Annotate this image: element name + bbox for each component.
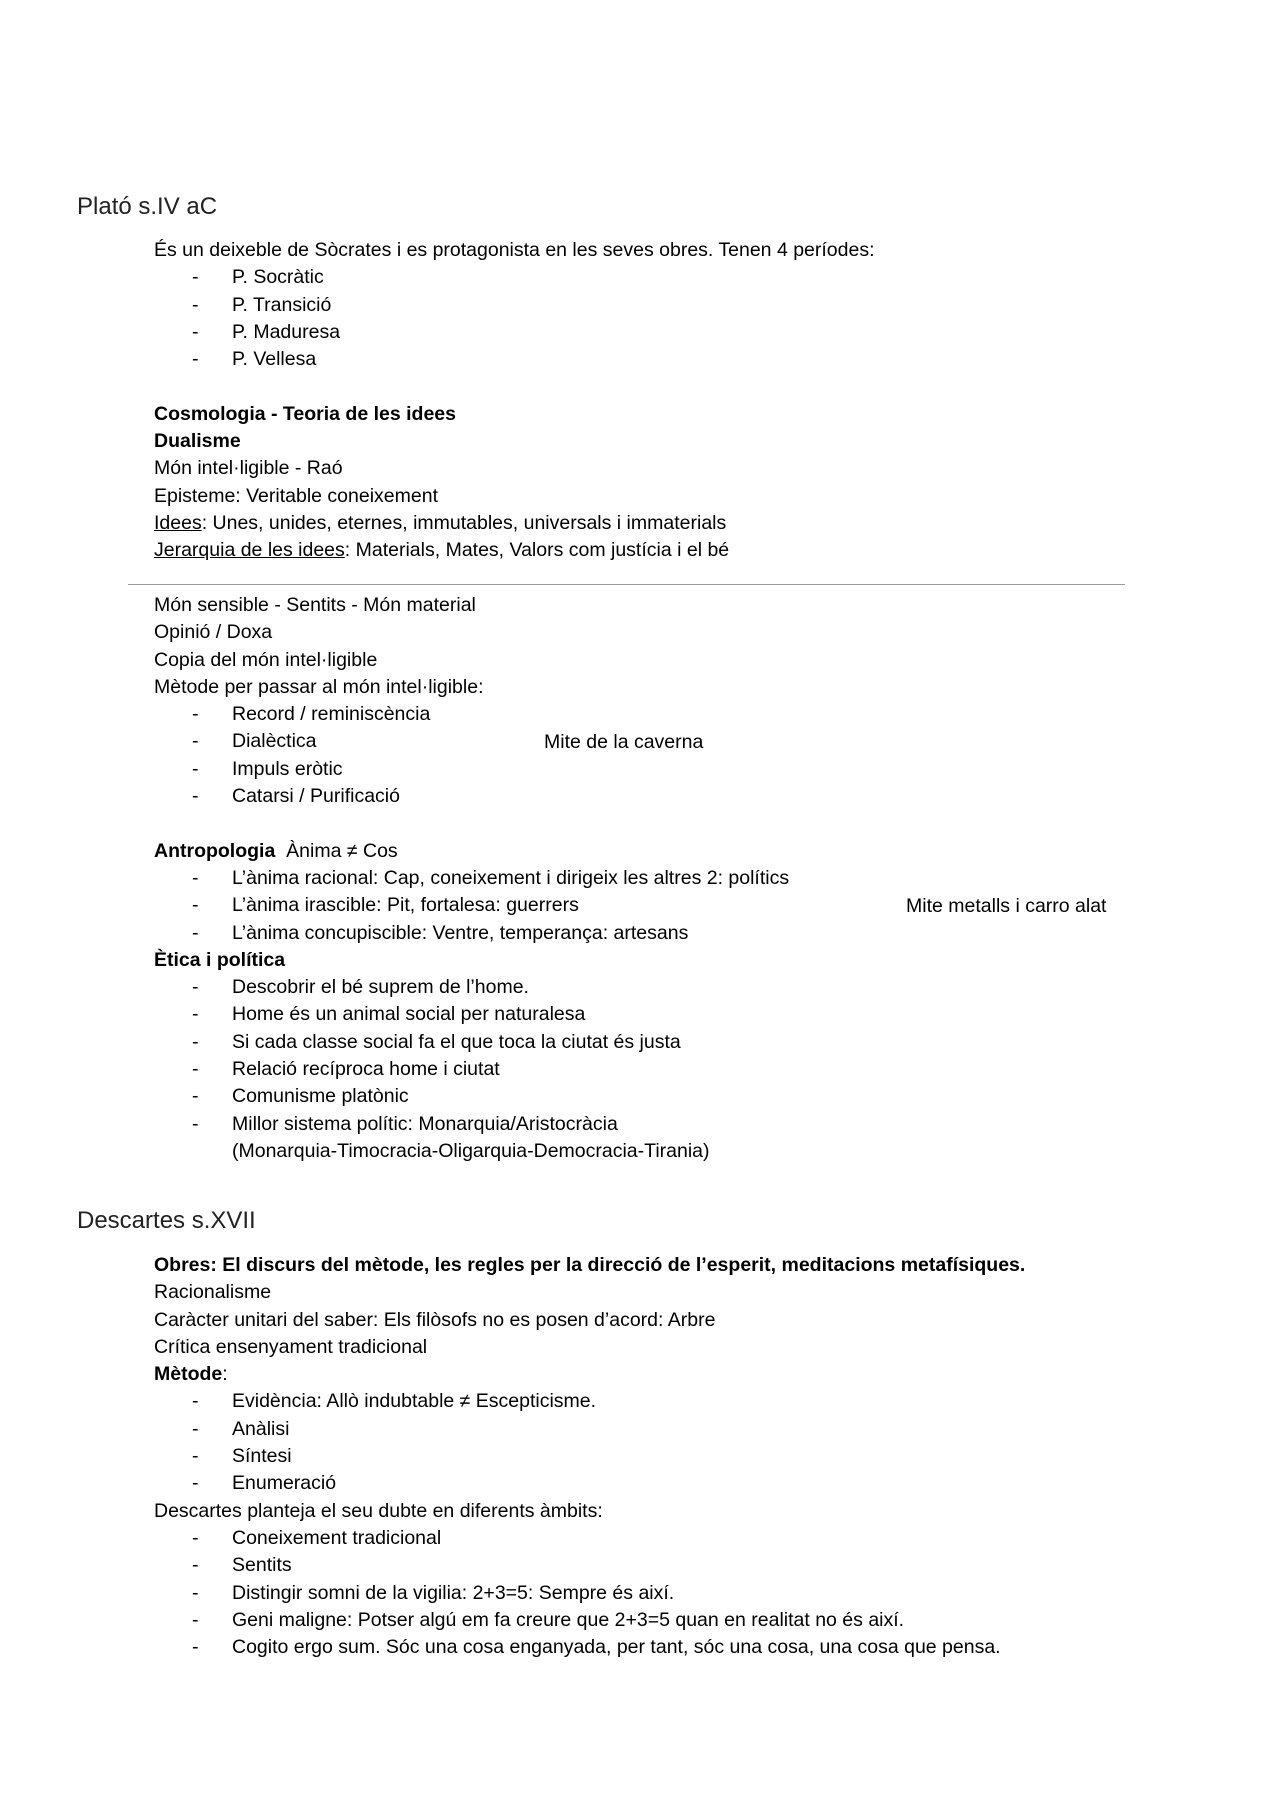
ethics-item: - Si cada classe social fa el que toca la ciutat és justa (154, 1029, 1154, 1056)
method-step: - Enumeració (154, 1470, 1154, 1497)
works-line: Obres: El discurs del mètode, les regles per la direcció de l’esperit, meditacions metafísiques. (154, 1254, 1026, 1276)
hierarchy-text: : Materials, Mates, Valors com justícia i el bé (344, 539, 730, 562)
doubt-item: - Geni maligne: Potser algú em fa creure que 2+3=5 quan en realitat no és així. (154, 1607, 1154, 1634)
soul-item: - L’ànima concupiscible: Ventre, temperança: artesans (154, 920, 1154, 947)
soul-item: - L’ànima irascible: Pit, fortalesa: guerrers (154, 892, 1154, 919)
doubt-item: - Cogito ergo sum. Sóc una cosa enganyada, per tant, sóc una cosa, una cosa que pensa. (154, 1634, 1154, 1661)
ethics-item: - Comunisme platònic (154, 1083, 1154, 1110)
period-item: - P. Vellesa (154, 346, 1154, 373)
method-item: - Catarsi / Purificació (154, 783, 1154, 810)
intelligible-world: Món intel·ligible - Raó (154, 457, 343, 480)
metals-myth-note: Mite metalls i carro alat (906, 895, 1107, 917)
anthropology-line (154, 838, 1154, 865)
hierarchy-label: Jerarquia de les idees (154, 539, 345, 562)
episteme: Episteme: Veritable coneixement (154, 484, 438, 507)
descartes-section (154, 1252, 1154, 1661)
doubt-item: - Coneixement tradicional (154, 1525, 1154, 1552)
method-label: Mètode (154, 1363, 223, 1386)
method-intro: Mètode per passar al món intel·ligible: (154, 675, 484, 698)
soul-item: - L’ànima racional: Cap, coneixement i dirigeix les altres 2: polítics (154, 865, 1154, 892)
doubt-intro: Descartes planteja el seu dubte en diferents àmbits: (154, 1499, 603, 1522)
divider-line (128, 584, 1125, 585)
unity-line: Caràcter unitari del saber: Els filòsofs no es posen d’acord: Arbre (154, 1308, 716, 1331)
doubt-item: - Distingir somni de la vigilia: 2+3=5: Sempre és així. (154, 1580, 1154, 1607)
ideas-label: Idees (154, 511, 202, 534)
anthropology-heading: Antropologia (154, 839, 276, 862)
hierarchy-line (154, 537, 1154, 564)
method-step: - Síntesi (154, 1443, 1154, 1470)
dualism-heading: Dualisme (154, 430, 241, 453)
blank-line (154, 373, 1154, 400)
method-item: - Dialèctica (154, 728, 1154, 755)
ideas-line (154, 510, 1154, 537)
method-step: - Evidència: Allò indubtable ≠ Escepticisme. (154, 1388, 1154, 1415)
ideas-text: : Unes, unides, eternes, immutables, universals i immaterials (201, 511, 727, 534)
ethics-item: - Millor sistema polític: Monarquia/Aristocràcia (154, 1111, 1154, 1138)
method-colon: : (222, 1363, 228, 1386)
method-item: - Impuls eròtic (154, 756, 1154, 783)
ethics-heading: Ètica i política (154, 948, 286, 971)
method-step: - Anàlisi (154, 1416, 1154, 1443)
method-item: - Record / reminiscència (154, 701, 1154, 728)
ethics-item: - Relació recíproca home i ciutat (154, 1056, 1154, 1083)
doubt-item: - Sentits (154, 1552, 1154, 1579)
period-item: - P. Maduresa (154, 319, 1154, 346)
cave-myth-note: Mite de la caverna (544, 731, 704, 753)
plato-title: Plató s.IV aC (77, 193, 218, 220)
anthropology-text: Ànima ≠ Cos (286, 839, 398, 862)
critique-line: Crítica ensenyament tradicional (154, 1335, 428, 1358)
ethics-item: - Descobrir el bé suprem de l’home. (154, 974, 1154, 1001)
copy-line: Copia del món intel·ligible (154, 648, 378, 671)
ethics-item: - Home és un animal social per naturalesa (154, 1001, 1154, 1028)
ethics-continuation: (Monarquia-Timocracia-Oligarquia-Democracia-Tirania) (232, 1139, 710, 1162)
method-line (154, 1361, 1154, 1388)
plato-section-2 (154, 592, 1154, 1165)
opinion: Opinió / Doxa (154, 621, 273, 644)
plato-intro: És un deixeble de Sòcrates i es protagonista en les seves obres. Tenen 4 períodes: (154, 239, 875, 261)
plato-section-1 (154, 237, 1154, 565)
blank-line (154, 810, 1154, 837)
cosmology-heading: Cosmologia - Teoria de les idees (154, 402, 456, 425)
period-item: - P. Transició (154, 292, 1154, 319)
rationalism: Racionalisme (154, 1281, 272, 1304)
descartes-title: Descartes s.XVII (77, 1207, 256, 1234)
period-item: - P. Socràtic (154, 264, 1154, 291)
sensible-world: Món sensible - Sentits - Món material (154, 594, 476, 616)
